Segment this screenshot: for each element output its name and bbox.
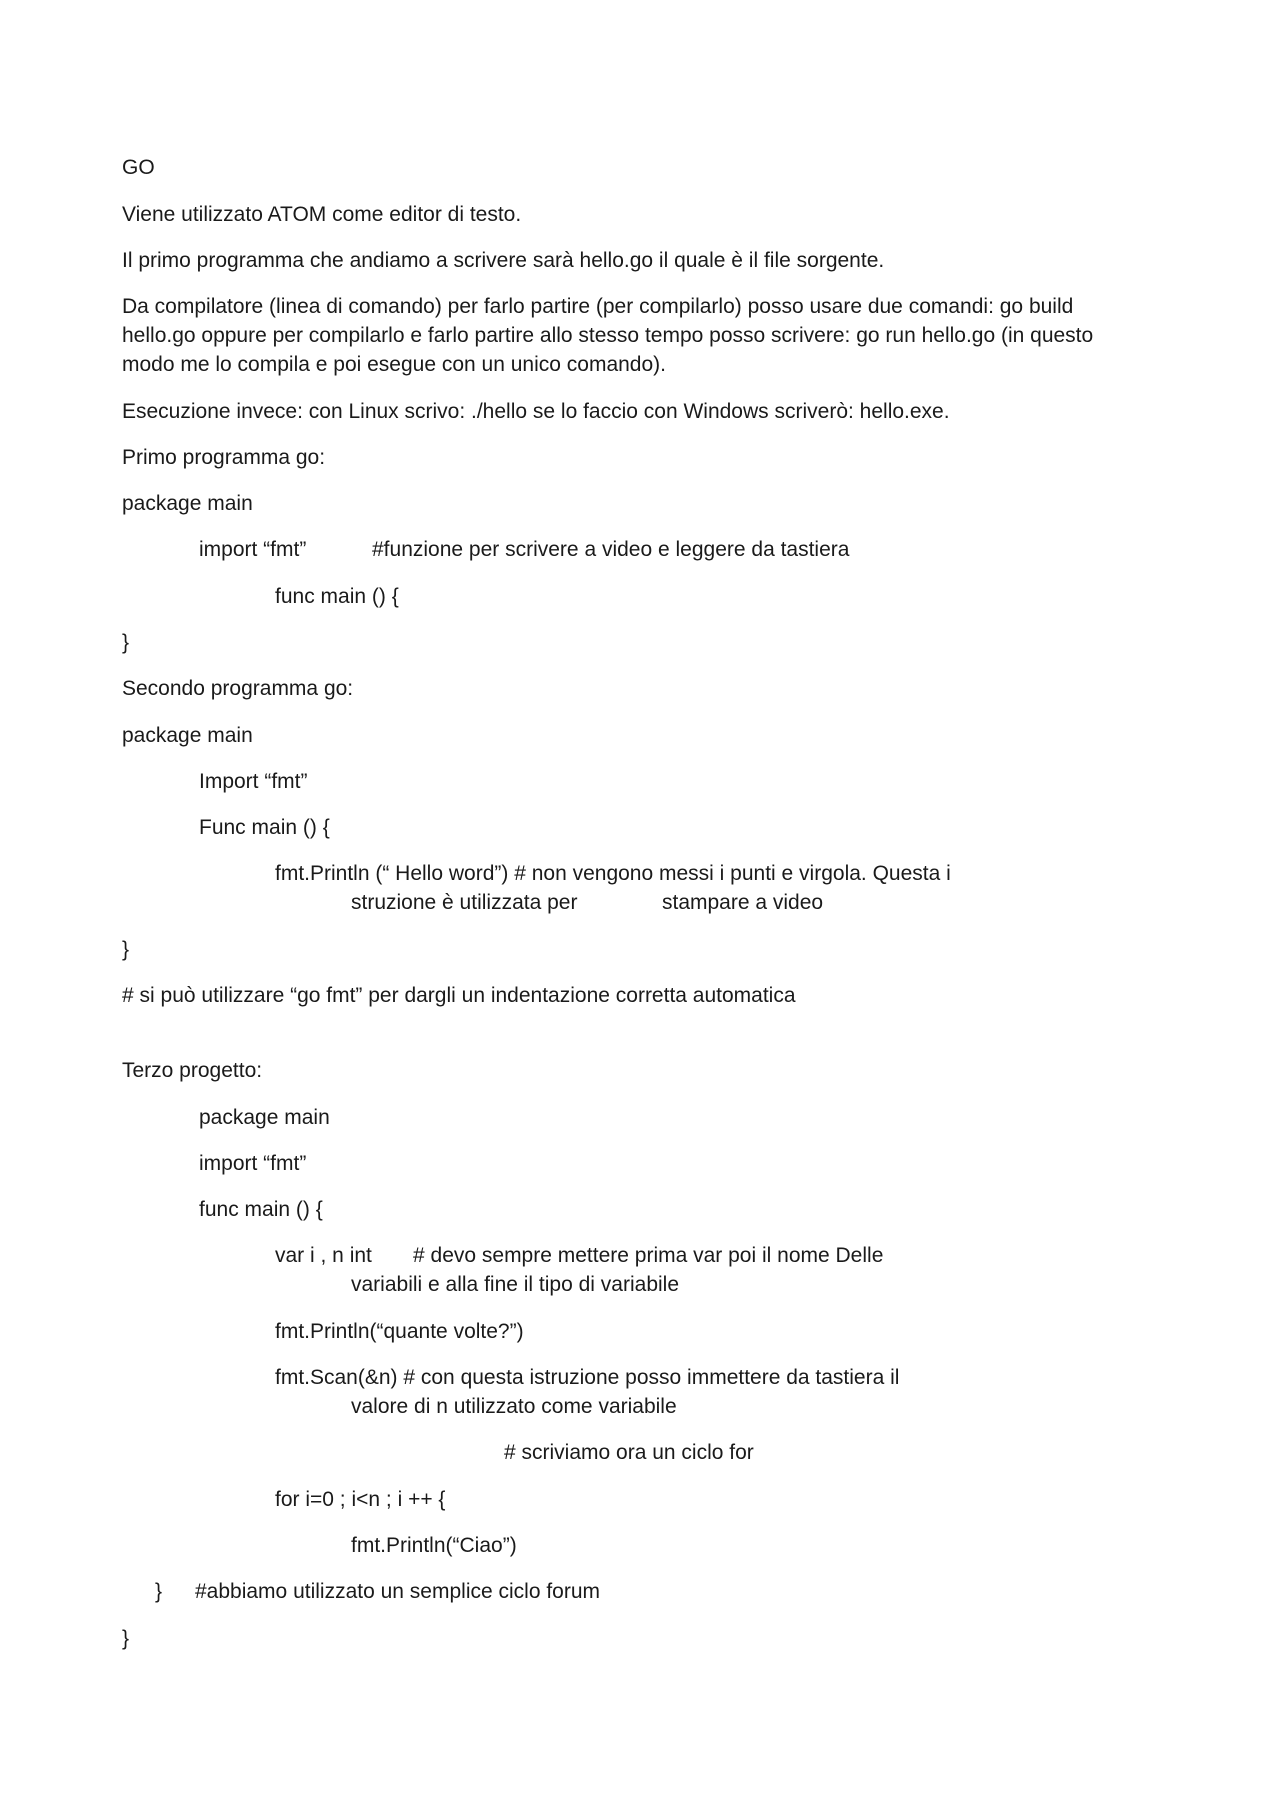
program1-import: import “fmt” (199, 538, 307, 561)
program2-println-cont-a: struzione è utilizzata per (351, 891, 578, 914)
program3-heading: Terzo progetto: (122, 1059, 263, 1082)
compile-text-line-2: hello.go oppure per compilarlo e farlo partire allo stesso tempo posso scrivere: go run hello.go (in questo (122, 324, 1094, 347)
editor-text: Viene utilizzato ATOM come editor di testo. (122, 203, 522, 226)
program3-var-comment: # devo sempre mettere prima var poi il nome Delle (413, 1244, 884, 1267)
program2-println: fmt.Println (“ Hello word”) # non vengono messi i punti e virgola. Questa i (275, 862, 951, 885)
program3-for-comment: # scriviamo ora un ciclo for (504, 1441, 754, 1464)
program3-package: package main (199, 1106, 330, 1129)
program2-heading: Secondo programma go: (122, 677, 354, 700)
program1-close: } (122, 631, 130, 654)
program2-func: Func main () { (199, 816, 330, 839)
program2-package: package main (122, 724, 253, 747)
program3-var-comment-cont: variabili e alla fine il tipo di variabile (351, 1273, 680, 1296)
program3-println-quante: fmt.Println(“quante volte?”) (275, 1320, 524, 1343)
program3-close-inner: } (155, 1580, 163, 1603)
document-title: GO (122, 156, 155, 179)
program1-heading: Primo programma go: (122, 446, 326, 469)
program3-for-line: for i=0 ; i<n ; i ++ { (275, 1488, 446, 1511)
program2-note: # si può utilizzare “go fmt” per dargli un indentazione corretta automatica (122, 984, 796, 1007)
compile-text-line-1: Da compilatore (linea di comando) per farlo partire (per compilarlo) posso usare due comandi: go build (122, 295, 1074, 318)
execution-text: Esecuzione invece: con Linux scrivo: ./hello se lo faccio con Windows scriverò: hello.exe. (122, 400, 950, 423)
compile-text-line-3: modo me lo compila e poi esegue con un unico comando). (122, 353, 666, 376)
program2-println-cont-b: stampare a video (662, 891, 824, 914)
program1-func: func main () { (275, 585, 399, 608)
program3-func: func main () { (199, 1198, 323, 1221)
program1-import-comment: #funzione per scrivere a video e leggere da tastiera (372, 538, 850, 561)
program3-close-comment: #abbiamo utilizzato un semplice ciclo forum (195, 1580, 601, 1603)
program3-scan: fmt.Scan(&n) # con questa istruzione posso immettere da tastiera il (275, 1366, 900, 1389)
program3-println-ciao: fmt.Println(“Ciao”) (351, 1534, 517, 1557)
program2-import: Import “fmt” (199, 770, 308, 793)
program3-scan-cont: valore di n utilizzato come variabile (351, 1395, 677, 1418)
first-program-text: Il primo programma che andiamo a scrivere sarà hello.go il quale è il file sorgente. (122, 249, 885, 272)
program2-close: } (122, 938, 130, 961)
program3-close-outer: } (122, 1627, 130, 1650)
program3-import: import “fmt” (199, 1152, 307, 1175)
program3-var-decl: var i , n int (275, 1244, 372, 1267)
program1-package: package main (122, 492, 253, 515)
